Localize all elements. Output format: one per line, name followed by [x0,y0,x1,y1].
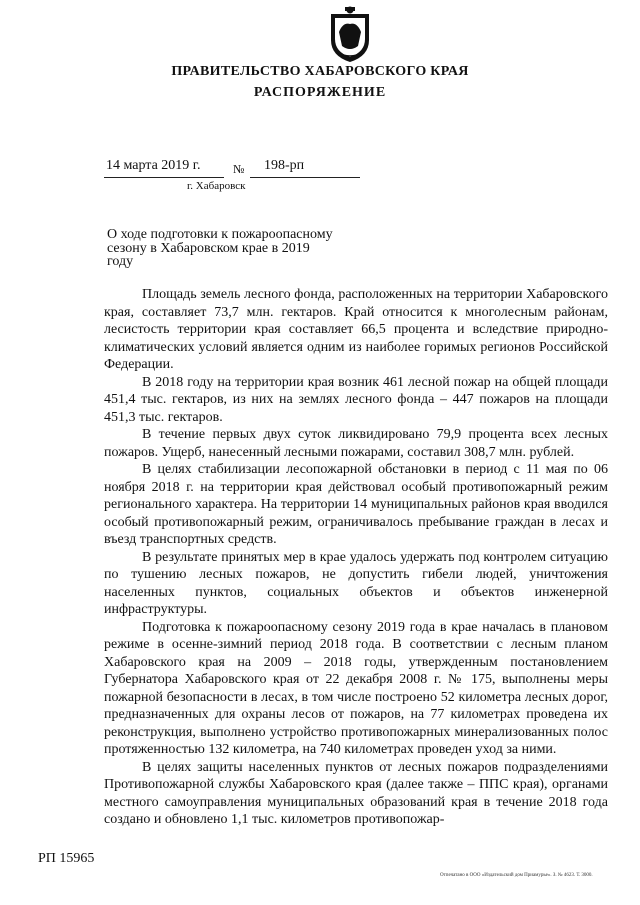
number-sign: № [233,162,245,176]
date-underline [104,177,224,178]
paragraph: В результате принятых мер в крае удалось удержать под контролем ситуацию по тушению лесных пожаров, не допустить гибели людей, уничтожения населенных пунктов, социальных объектов и объектов инженерной инфраструктуры. [104,549,608,617]
paragraph: В целях стабилизации лесопожарной обстановки в период с 11 мая по 06 ноября 2018 г. на территории края действовал особый противопожарный режим регионального характера. На территории 14 муниципальных районов края вводился особый противопожарный режим, ограничивалось пребывание граждан в лесах и въезд транспортных средств. [104,462,608,547]
paragraph: Подготовка к пожароопасному сезону 2019 года в крае началась в плановом режиме в осенне-зимний период 2018 года. В соответствии с лесным планом Хабаровского края на 2009 – 2018 годы, утвержденным постановлением Губернатора Хабаровского края от 22 декабря 2008 г. № 175, выполнены меры пожарной безопасности в лесах, в том числе построено 52 километра лесных дорог, предназначенных для охраны лесов от пожаров, на 77 километрах проведена их реконструкция, выполнено устройство противопожарных минерализованных полос протяженностью 132 километра, на 740 километрах проведен уход за ними. [104,619,608,757]
number-underline [250,177,360,178]
printer-note: Отпечатано в ООО «Издательский дом Приамурье». З. № 4623. Т. 3000. [440,873,593,878]
document-body [104,286,608,829]
document-date: 14 марта 2019 г. [106,158,201,173]
government-title: ПРАВИТЕЛЬСТВО ХАБАРОВСКОГО КРАЯ [171,64,469,79]
document-type: РАСПОРЯЖЕНИЕ [253,85,387,100]
paragraph: В 2018 году на территории края возник 461 лесной пожар на общей площади 451,4 тыс. гектаров, из них на землях лесного фонда – 447 пожаров на площади 451,3 тыс. гектаров. [104,374,608,425]
document-code: РП 15965 [38,851,95,866]
paragraph: Площадь земель лесного фонда, расположенных на территории Хабаровского края, составляет 73,7 млн. гектаров. Край относится к многолесным районам, лесистость территории края составляет 66,5 процента и вследствие природно-климатических условий является одним из наиболее горимых регионов Российской Федерации. [104,287,608,372]
document-number: 198-рп [264,158,305,173]
paragraph: В течение первых двух суток ликвидировано 79,9 процента всех лесных пожаров. Ущерб, нанесенный лесными пожарами, составил 308,7 млн. рублей. [104,427,608,460]
coat-of-arms-icon [325,6,375,64]
paragraph: В целях защиты населенных пунктов от лесных пожаров подразделениями Противопожарной службы Хабаровского края (далее также – ППС края), органами местного самоуправления муниципальных образований края в течение 2018 года создано и обновлено 1,1 тыс. километров противопожар- [104,759,608,827]
document-subject: О ходе подготовки к пожароопасному сезону в Хабаровском крае в 2019 году [107,227,333,269]
document-city: г. Хабаровск [187,180,246,192]
